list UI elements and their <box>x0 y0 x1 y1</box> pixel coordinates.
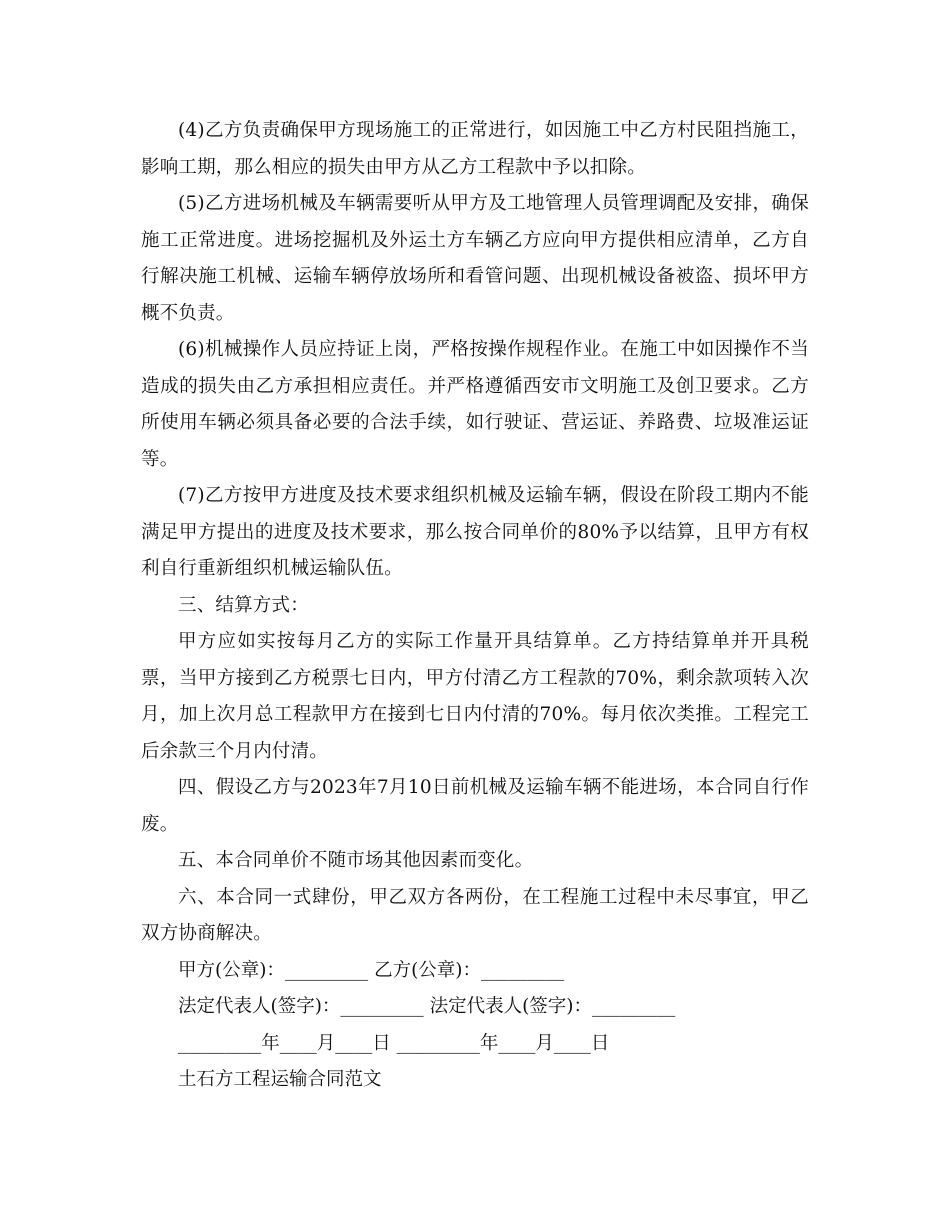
article-4: 四、假设乙方与2023年7月10日前机械及运输车辆不能进场，本合同自行作废。 <box>141 777 809 835</box>
clause-4: (4)乙方负责确保甲方现场施工的正常进行，如因施工中乙方村民阻挡施工，影响工期，那么相应的损失由甲方从乙方工程款中予以扣除。 <box>141 120 809 178</box>
article-6: 六、本合同一式肆份，甲乙双方各两份，在工程施工过程中未尽事宜，甲乙双方协商解决。 <box>141 886 809 944</box>
seal-line: 甲方(公章)：_________ 乙方(公章)：_________ <box>178 959 565 981</box>
settlement-text: 甲方应如实按每月乙方的实际工作量开具结算单。乙方持结算单并开具税票，当甲方接到乙方税票七日内，甲方付清乙方工程款的70%，剩余款项转入次月，加上次月总工程款甲方在接到七日内付清的70%。每月依次类推。工程完工后余款三个月内付清。 <box>141 631 809 762</box>
representative-signature-line: 法定代表人(签字)：_________ 法定代表人(签字)：_________ <box>178 996 676 1017</box>
document-body <box>141 113 809 1099</box>
date-line: _________年____月____日 _________年____月____日 <box>178 1032 610 1054</box>
clause-5: (5)乙方进场机械及车辆需要听从甲方及工地管理人员管理调配及安排，确保施工正常进度。进场挖掘机及外运土方车辆乙方应向甲方提供相应清单，乙方自行解决施工机械、运输车辆停放场所和看管问题、出现机械设备被盗、损坏甲方概不负责。 <box>141 193 809 324</box>
footer-title: 土石方工程运输合同范文 <box>178 1069 382 1090</box>
section-heading-settlement: 三、结算方式： <box>178 594 309 616</box>
clause-6: (6)机械操作人员应持证上岗，严格按操作规程作业。在施工中如因操作不当造成的损失由乙方承担相应责任。并严格遵循西安市文明施工及创卫要求。乙方所使用车辆必须具备必要的合法手续，如行驶证、营运证、养路费、垃圾准运证等。 <box>141 339 809 470</box>
clause-7: (7)乙方按甲方进度及技术要求组织机械及运输车辆，假设在阶段工期内不能满足甲方提出的进度及技术要求，那么按合同单价的80%予以结算，且甲方有权利自行重新组织机械运输队伍。 <box>141 485 809 579</box>
article-5: 五、本合同单价不随市场其他因素而变化。 <box>178 850 534 871</box>
